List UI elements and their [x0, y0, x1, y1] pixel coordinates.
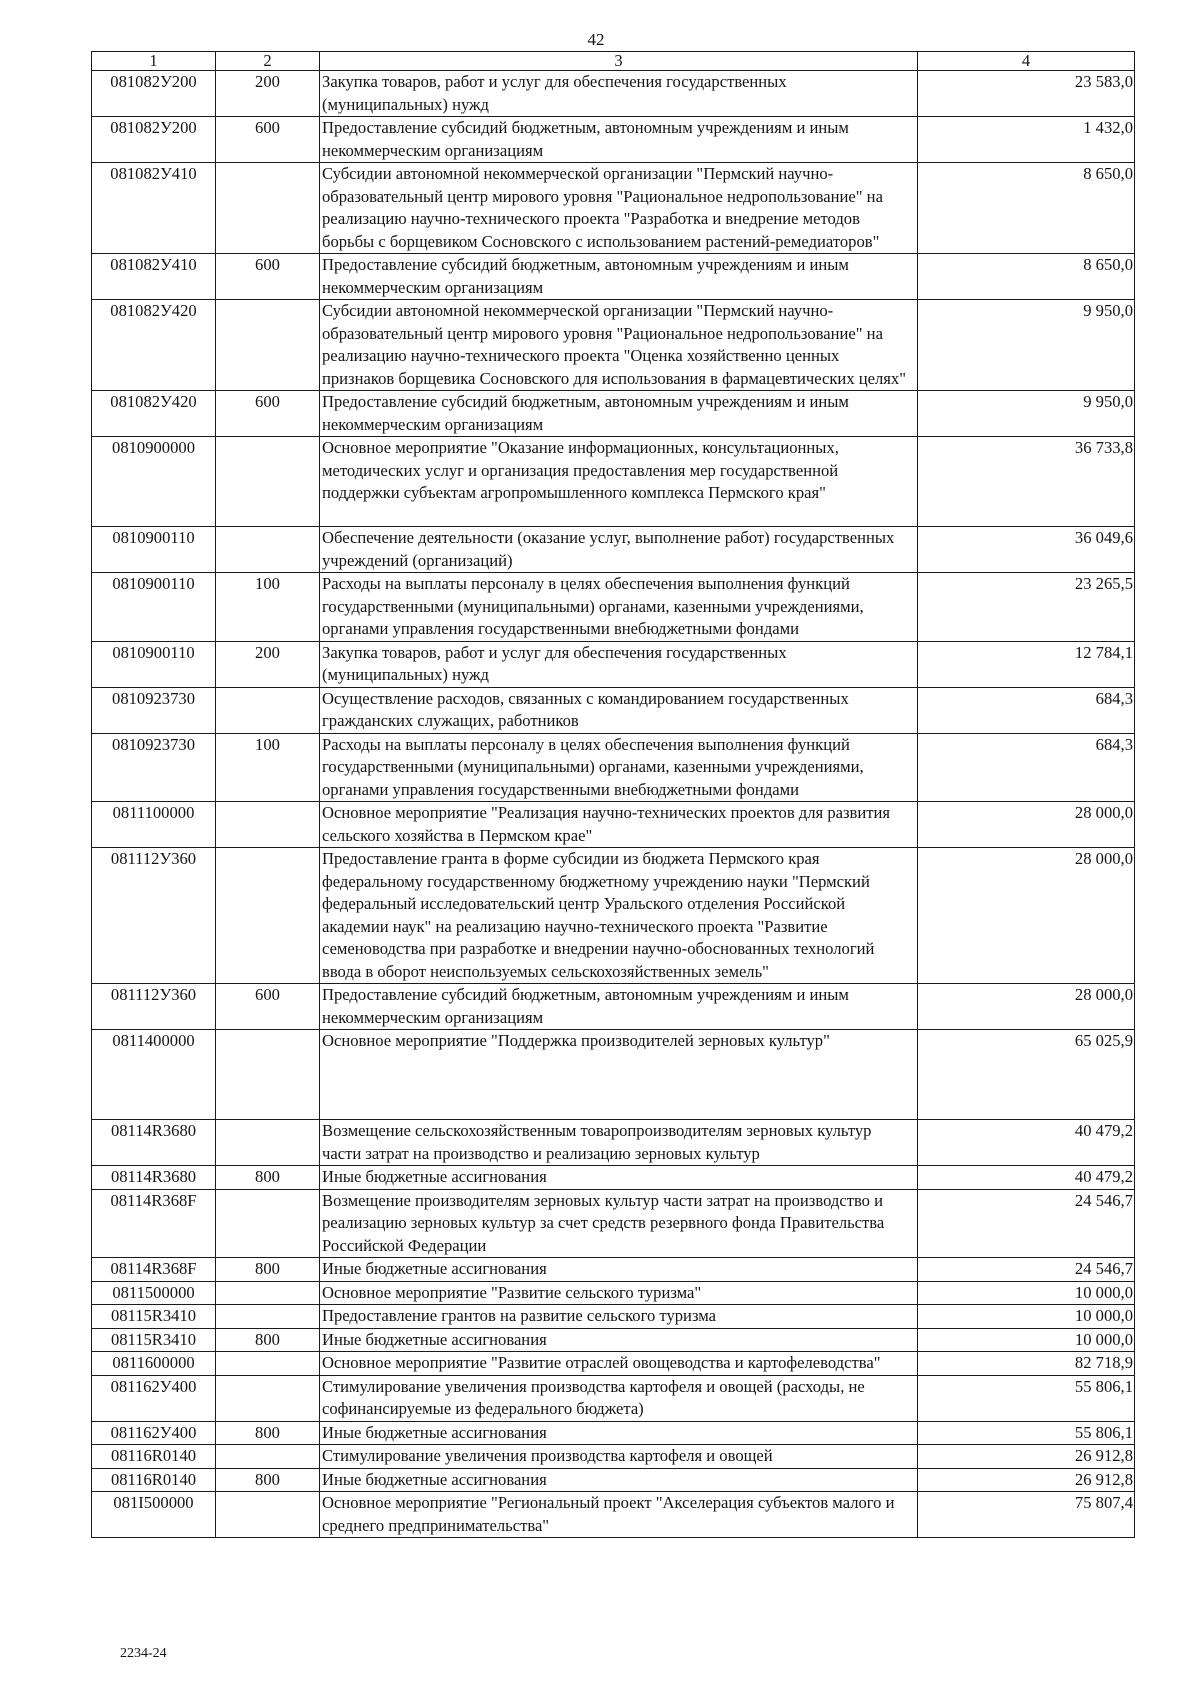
row-expense-type-cell	[216, 437, 320, 527]
row-amount-cell: 55 806,1	[918, 1421, 1135, 1445]
budget-table	[91, 51, 1135, 1538]
row-code-cell: 0810900110	[92, 527, 216, 573]
table-row	[92, 1305, 1135, 1329]
row-amount-cell: 12 784,1	[918, 641, 1135, 687]
row-amount-cell: 28 000,0	[918, 984, 1135, 1030]
row-amount-cell: 65 025,9	[918, 1030, 1135, 1120]
row-expense-type-cell	[216, 1375, 320, 1421]
row-code-cell: 0810923730	[92, 733, 216, 802]
row-code-cell: 081I500000	[92, 1492, 216, 1538]
row-code-cell: 081082У410	[92, 163, 216, 254]
row-code-cell: 081162У400	[92, 1375, 216, 1421]
row-expense-type-cell	[216, 1352, 320, 1376]
row-amount-cell: 684,3	[918, 733, 1135, 802]
row-expense-type-cell	[216, 687, 320, 733]
table-row	[92, 1375, 1135, 1421]
table-row	[92, 1421, 1135, 1445]
row-description-cell: Закупка товаров, работ и услуг для обеспечения государственных (муниципальных) нужд	[320, 71, 918, 117]
row-amount-cell: 684,3	[918, 687, 1135, 733]
table-row	[92, 1328, 1135, 1352]
row-code-cell: 0811400000	[92, 1030, 216, 1120]
row-expense-type-cell	[216, 300, 320, 391]
row-code-cell: 08114R3680	[92, 1166, 216, 1190]
header-col-1: 1	[92, 52, 216, 71]
row-amount-cell: 23 583,0	[918, 71, 1135, 117]
row-expense-type-cell: 600	[216, 117, 320, 163]
row-description-cell: Иные бюджетные ассигнования	[320, 1421, 918, 1445]
row-code-cell: 08115R3410	[92, 1328, 216, 1352]
row-description-cell: Основное мероприятие "Региональный проект "Акселерация субъектов малого и среднего предпринимательства"	[320, 1492, 918, 1538]
row-code-cell: 08114R368F	[92, 1258, 216, 1282]
row-description-cell: Иные бюджетные ассигнования	[320, 1468, 918, 1492]
row-amount-cell: 26 912,8	[918, 1468, 1135, 1492]
header-col-3: 3	[320, 52, 918, 71]
row-expense-type-cell: 100	[216, 573, 320, 642]
row-description-cell: Стимулирование увеличения производства картофеля и овощей (расходы, не софинансируемые из федерального бюджета)	[320, 1375, 918, 1421]
row-code-cell: 0811500000	[92, 1281, 216, 1305]
row-expense-type-cell: 800	[216, 1421, 320, 1445]
row-description-cell: Основное мероприятие "Развитие сельского туризма"	[320, 1281, 918, 1305]
row-description-cell: Основное мероприятие "Поддержка производителей зерновых культур"	[320, 1030, 918, 1120]
table-row	[92, 802, 1135, 848]
table-row	[92, 71, 1135, 117]
table-row	[92, 984, 1135, 1030]
row-description-cell: Закупка товаров, работ и услуг для обеспечения государственных (муниципальных) нужд	[320, 641, 918, 687]
row-amount-cell: 9 950,0	[918, 300, 1135, 391]
table-row	[92, 1445, 1135, 1469]
table-row	[92, 527, 1135, 573]
header-col-4: 4	[918, 52, 1135, 71]
row-expense-type-cell	[216, 802, 320, 848]
row-expense-type-cell	[216, 1189, 320, 1258]
row-amount-cell: 26 912,8	[918, 1445, 1135, 1469]
row-code-cell: 081082У420	[92, 300, 216, 391]
row-description-cell: Возмещение производителям зерновых культур части затрат на производство и реализацию зерновых культур за счет средств резервного фонда Правительства Российской Федерации	[320, 1189, 918, 1258]
row-description-cell: Предоставление гранта в форме субсидии из бюджета Пермского края федеральному государственному бюджетному учреждению науки "Пермский федеральный исследовательский центр Уральского отделения Российской академии наук" на реализацию научно-технического проекта "Развитие семеноводства при разработке и внедрении научно-обоснованных технологий ввода в оборот неиспользуемых сельскохозяйственных земель"	[320, 848, 918, 984]
row-amount-cell: 40 479,2	[918, 1166, 1135, 1190]
document-code: 2234-24	[120, 1646, 167, 1661]
table-row	[92, 1166, 1135, 1190]
row-code-cell: 08115R3410	[92, 1305, 216, 1329]
row-amount-cell: 10 000,0	[918, 1281, 1135, 1305]
row-description-cell: Предоставление грантов на развитие сельского туризма	[320, 1305, 918, 1329]
row-amount-cell: 36 049,6	[918, 527, 1135, 573]
table-row	[92, 117, 1135, 163]
row-description-cell: Субсидии автономной некоммерческой организации "Пермский научно-образовательный центр мирового уровня "Рациональное недропользование" на реализацию научно-технического проекта "Разработка и внедрение методов борьбы с борщевиком Сосновского с использованием растений-ремедиаторов"	[320, 163, 918, 254]
row-expense-type-cell	[216, 848, 320, 984]
table-row	[92, 1189, 1135, 1258]
row-amount-cell: 28 000,0	[918, 802, 1135, 848]
table-row	[92, 1258, 1135, 1282]
row-description-cell: Возмещение сельскохозяйственным товаропроизводителям зерновых культур части затрат на производство и реализацию зерновых культур	[320, 1120, 918, 1166]
row-code-cell: 0810900000	[92, 437, 216, 527]
row-expense-type-cell: 800	[216, 1328, 320, 1352]
row-description-cell: Осуществление расходов, связанных с командированием государственных гражданских служащих, работников	[320, 687, 918, 733]
row-code-cell: 08114R368F	[92, 1189, 216, 1258]
table-row	[92, 1492, 1135, 1538]
row-description-cell: Иные бюджетные ассигнования	[320, 1258, 918, 1282]
row-amount-cell: 75 807,4	[918, 1492, 1135, 1538]
header-row	[92, 52, 1135, 71]
row-expense-type-cell: 600	[216, 984, 320, 1030]
row-expense-type-cell: 600	[216, 391, 320, 437]
table-row	[92, 573, 1135, 642]
row-description-cell: Основное мероприятие "Реализация научно-технических проектов для развития сельского хозяйства в Пермском крае"	[320, 802, 918, 848]
table-row	[92, 1352, 1135, 1376]
row-code-cell: 081082У410	[92, 254, 216, 300]
row-expense-type-cell	[216, 163, 320, 254]
row-code-cell: 081082У200	[92, 71, 216, 117]
table-row	[92, 300, 1135, 391]
row-code-cell: 0811100000	[92, 802, 216, 848]
table-row	[92, 391, 1135, 437]
row-expense-type-cell: 200	[216, 71, 320, 117]
row-code-cell: 081082У200	[92, 117, 216, 163]
row-description-cell: Субсидии автономной некоммерческой организации "Пермский научно-образовательный центр мирового уровня "Рациональное недропользование" на реализацию научно-технического проекта "Оценка хозяйственно ценных признаков борщевика Сосновского для использования в фармацевтических целях"	[320, 300, 918, 391]
row-description-cell: Предоставление субсидий бюджетным, автономным учреждениям и иным некоммерческим организациям	[320, 117, 918, 163]
table-row	[92, 733, 1135, 802]
row-expense-type-cell: 600	[216, 254, 320, 300]
row-description-cell: Расходы на выплаты персоналу в целях обеспечения выполнения функций государственными (муниципальными) органами, казенными учреждениями, органами управления государственными внебюджетными фондами	[320, 573, 918, 642]
row-code-cell: 081082У420	[92, 391, 216, 437]
row-description-cell: Предоставление субсидий бюджетным, автономным учреждениям и иным некоммерческим организациям	[320, 391, 918, 437]
row-expense-type-cell: 200	[216, 641, 320, 687]
row-code-cell: 081112У360	[92, 984, 216, 1030]
row-description-cell: Предоставление субсидий бюджетным, автономным учреждениям и иным некоммерческим организациям	[320, 254, 918, 300]
table-row	[92, 687, 1135, 733]
header-col-2: 2	[216, 52, 320, 71]
row-amount-cell: 24 546,7	[918, 1258, 1135, 1282]
row-amount-cell: 28 000,0	[918, 848, 1135, 984]
row-expense-type-cell	[216, 1281, 320, 1305]
row-amount-cell: 23 265,5	[918, 573, 1135, 642]
row-amount-cell: 10 000,0	[918, 1328, 1135, 1352]
table-row	[92, 1030, 1135, 1120]
table-row	[92, 1468, 1135, 1492]
row-code-cell: 0810923730	[92, 687, 216, 733]
table-body	[92, 71, 1135, 1538]
row-description-cell: Стимулирование увеличения производства картофеля и овощей	[320, 1445, 918, 1469]
row-amount-cell: 8 650,0	[918, 254, 1135, 300]
row-expense-type-cell	[216, 527, 320, 573]
row-code-cell: 0810900110	[92, 641, 216, 687]
table-row	[92, 641, 1135, 687]
table-row	[92, 254, 1135, 300]
row-expense-type-cell	[216, 1305, 320, 1329]
row-amount-cell: 24 546,7	[918, 1189, 1135, 1258]
table-row	[92, 1281, 1135, 1305]
row-expense-type-cell	[216, 1030, 320, 1120]
row-amount-cell: 55 806,1	[918, 1375, 1135, 1421]
table-row	[92, 1120, 1135, 1166]
row-amount-cell: 36 733,8	[918, 437, 1135, 527]
row-description-cell: Предоставление субсидий бюджетным, автономным учреждениям и иным некоммерческим организациям	[320, 984, 918, 1030]
row-expense-type-cell: 800	[216, 1258, 320, 1282]
row-code-cell: 08116R0140	[92, 1468, 216, 1492]
row-amount-cell: 40 479,2	[918, 1120, 1135, 1166]
row-expense-type-cell: 800	[216, 1166, 320, 1190]
row-description-cell: Иные бюджетные ассигнования	[320, 1166, 918, 1190]
row-amount-cell: 1 432,0	[918, 117, 1135, 163]
page-number: 42	[587, 30, 605, 49]
row-code-cell: 0810900110	[92, 573, 216, 642]
row-code-cell: 081112У360	[92, 848, 216, 984]
row-code-cell: 0811600000	[92, 1352, 216, 1376]
row-amount-cell: 10 000,0	[918, 1305, 1135, 1329]
row-amount-cell: 8 650,0	[918, 163, 1135, 254]
row-description-cell: Основное мероприятие "Оказание информационных, консультационных, методических услуг и организация предоставления мер государственной поддержки субъектам агропромышленного комплекса Пермского края"	[320, 437, 918, 527]
row-expense-type-cell	[216, 1120, 320, 1166]
row-expense-type-cell: 100	[216, 733, 320, 802]
table-row	[92, 163, 1135, 254]
table-row	[92, 437, 1135, 527]
table-row	[92, 848, 1135, 984]
row-amount-cell: 9 950,0	[918, 391, 1135, 437]
row-description-cell: Расходы на выплаты персоналу в целях обеспечения выполнения функций государственными (муниципальными) органами, казенными учреждениями, органами управления государственными внебюджетными фондами	[320, 733, 918, 802]
row-expense-type-cell	[216, 1445, 320, 1469]
row-expense-type-cell	[216, 1492, 320, 1538]
row-code-cell: 081162У400	[92, 1421, 216, 1445]
row-description-cell: Иные бюджетные ассигнования	[320, 1328, 918, 1352]
row-expense-type-cell: 800	[216, 1468, 320, 1492]
row-code-cell: 08114R3680	[92, 1120, 216, 1166]
row-code-cell: 08116R0140	[92, 1445, 216, 1469]
row-amount-cell: 82 718,9	[918, 1352, 1135, 1376]
row-description-cell: Обеспечение деятельности (оказание услуг, выполнение работ) государственных учреждений (организаций)	[320, 527, 918, 573]
row-description-cell: Основное мероприятие "Развитие отраслей овощеводства и картофелеводства"	[320, 1352, 918, 1376]
